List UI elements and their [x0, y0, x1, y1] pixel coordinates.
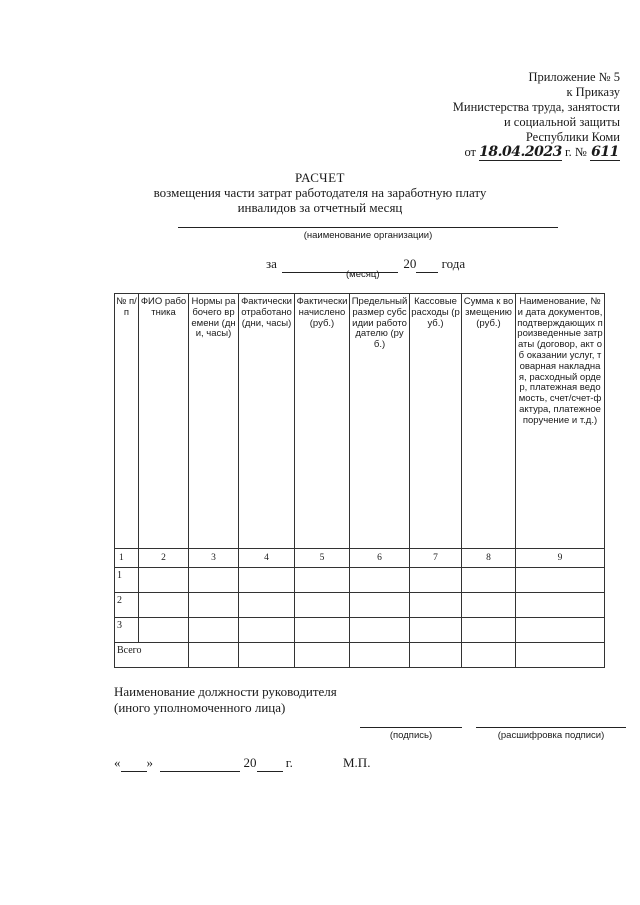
- table-cell: [239, 643, 295, 668]
- organization-caption: (наименование организации): [303, 230, 433, 241]
- table-cell: [350, 618, 410, 643]
- appendix-line: Приложение № 5: [528, 70, 620, 84]
- month-blank: [282, 256, 398, 273]
- table-cell: [410, 568, 462, 593]
- header-cell: Наименование, № и дата документов, подтверждающих произведенные затраты (договор, акт об оказании услуг, товарная накладная, расходный ордер, платежная ведомость, счет/счет-фактура, платежное поручение и т.д.): [516, 294, 605, 549]
- table-cell: [189, 568, 239, 593]
- appendix-line: и социальной защиты: [503, 115, 620, 129]
- year-suffix: г.: [285, 755, 293, 770]
- table-row: [115, 568, 605, 593]
- appendix-date-line: [400, 145, 620, 161]
- total-label: Всего: [115, 643, 189, 668]
- column-number-cell: 1: [115, 549, 139, 568]
- appendix-block: [400, 70, 620, 161]
- row-number-cell: 3: [115, 618, 139, 643]
- table-row: [115, 593, 605, 618]
- title-line: инвалидов за отчетный месяц: [237, 200, 403, 215]
- table-cell: [139, 618, 189, 643]
- table-header-row: [115, 294, 605, 549]
- column-number-row: [115, 549, 605, 568]
- title-heading: РАСЧЕТ: [295, 170, 345, 185]
- table-cell: [295, 593, 350, 618]
- decoding-line: [476, 726, 626, 728]
- header-cell: ФИО работника: [139, 294, 189, 549]
- table-cell: [189, 643, 239, 668]
- total-row: [115, 643, 605, 668]
- appendix-line: Министерства труда, занятости: [452, 100, 620, 114]
- table-cell: [350, 593, 410, 618]
- column-number-cell: 5: [295, 549, 350, 568]
- calculation-table: [114, 293, 605, 668]
- quote-open: «: [114, 755, 121, 770]
- signature-caption: (подпись): [389, 730, 433, 741]
- table-cell: [462, 593, 516, 618]
- header-cell: Кассовые расходы (руб.): [410, 294, 462, 549]
- table-cell: [410, 593, 462, 618]
- table-cell: [239, 593, 295, 618]
- table-cell: [516, 593, 605, 618]
- table-cell: [410, 618, 462, 643]
- table-cell: [295, 618, 350, 643]
- row-number-cell: 2: [115, 593, 139, 618]
- title-line: возмещения части затрат работодателя на заработную плату: [153, 185, 487, 200]
- table-cell: [189, 593, 239, 618]
- column-number-cell: 3: [189, 549, 239, 568]
- header-cell: № п/п: [115, 294, 139, 549]
- month-blank: [160, 755, 240, 772]
- year-prefix: 20: [243, 755, 257, 770]
- table-row: [115, 618, 605, 643]
- month-caption: (месяц): [346, 269, 380, 280]
- table-cell: [139, 593, 189, 618]
- column-number-cell: 8: [462, 549, 516, 568]
- row-number-cell: 1: [115, 568, 139, 593]
- table-cell: [295, 568, 350, 593]
- table-cell: [462, 618, 516, 643]
- number-label: г. №: [564, 145, 587, 159]
- day-blank: [121, 755, 147, 772]
- table-cell: [189, 618, 239, 643]
- table-cell: [516, 568, 605, 593]
- position-title: [114, 684, 337, 716]
- stamp-place: М.П.: [343, 755, 371, 770]
- appendix-line: к Приказу: [566, 85, 620, 99]
- table-cell: [462, 568, 516, 593]
- period-prefix: за: [266, 256, 277, 271]
- table-cell: [350, 643, 410, 668]
- column-number-cell: 4: [239, 549, 295, 568]
- header-cell: Нормы рабочего времени (дни, часы): [189, 294, 239, 549]
- handwritten-number: 611: [591, 144, 619, 160]
- from-label: от: [464, 145, 477, 159]
- document-title: [0, 170, 640, 215]
- table-cell: [239, 568, 295, 593]
- header-cell: Фактически начислено (руб.): [295, 294, 350, 549]
- quote-close: »: [146, 755, 153, 770]
- table-cell: [410, 643, 462, 668]
- header-cell: Предельный размер субсидии работодателю (руб.): [350, 294, 410, 549]
- handwritten-date: 18.04.2023: [479, 144, 562, 160]
- table-cell: [516, 643, 605, 668]
- table-cell: [350, 568, 410, 593]
- position-line: (иного уполномоченного лица): [114, 700, 286, 715]
- year-blank: [416, 256, 438, 273]
- header-cell: Фактически отработано (дни, часы): [239, 294, 295, 549]
- column-number-cell: 2: [139, 549, 189, 568]
- table-cell: [139, 568, 189, 593]
- organization-name-line: [178, 226, 558, 228]
- signature-date-line: [114, 755, 293, 772]
- header-cell: Сумма к возмещению (руб.): [462, 294, 516, 549]
- column-number-cell: 6: [350, 549, 410, 568]
- column-number-cell: 7: [410, 549, 462, 568]
- year-prefix: 20: [403, 256, 417, 271]
- signature-line: [360, 726, 462, 728]
- period-suffix: года: [441, 256, 466, 271]
- year-blank: [257, 755, 283, 772]
- appendix-line: Республики Коми: [525, 130, 620, 144]
- position-line: Наименование должности руководителя: [114, 684, 337, 699]
- table-cell: [516, 618, 605, 643]
- table-cell: [239, 618, 295, 643]
- table-cell: [295, 643, 350, 668]
- column-number-cell: 9: [516, 549, 605, 568]
- decoding-caption: (расшифровка подписи): [497, 730, 605, 741]
- table-cell: [462, 643, 516, 668]
